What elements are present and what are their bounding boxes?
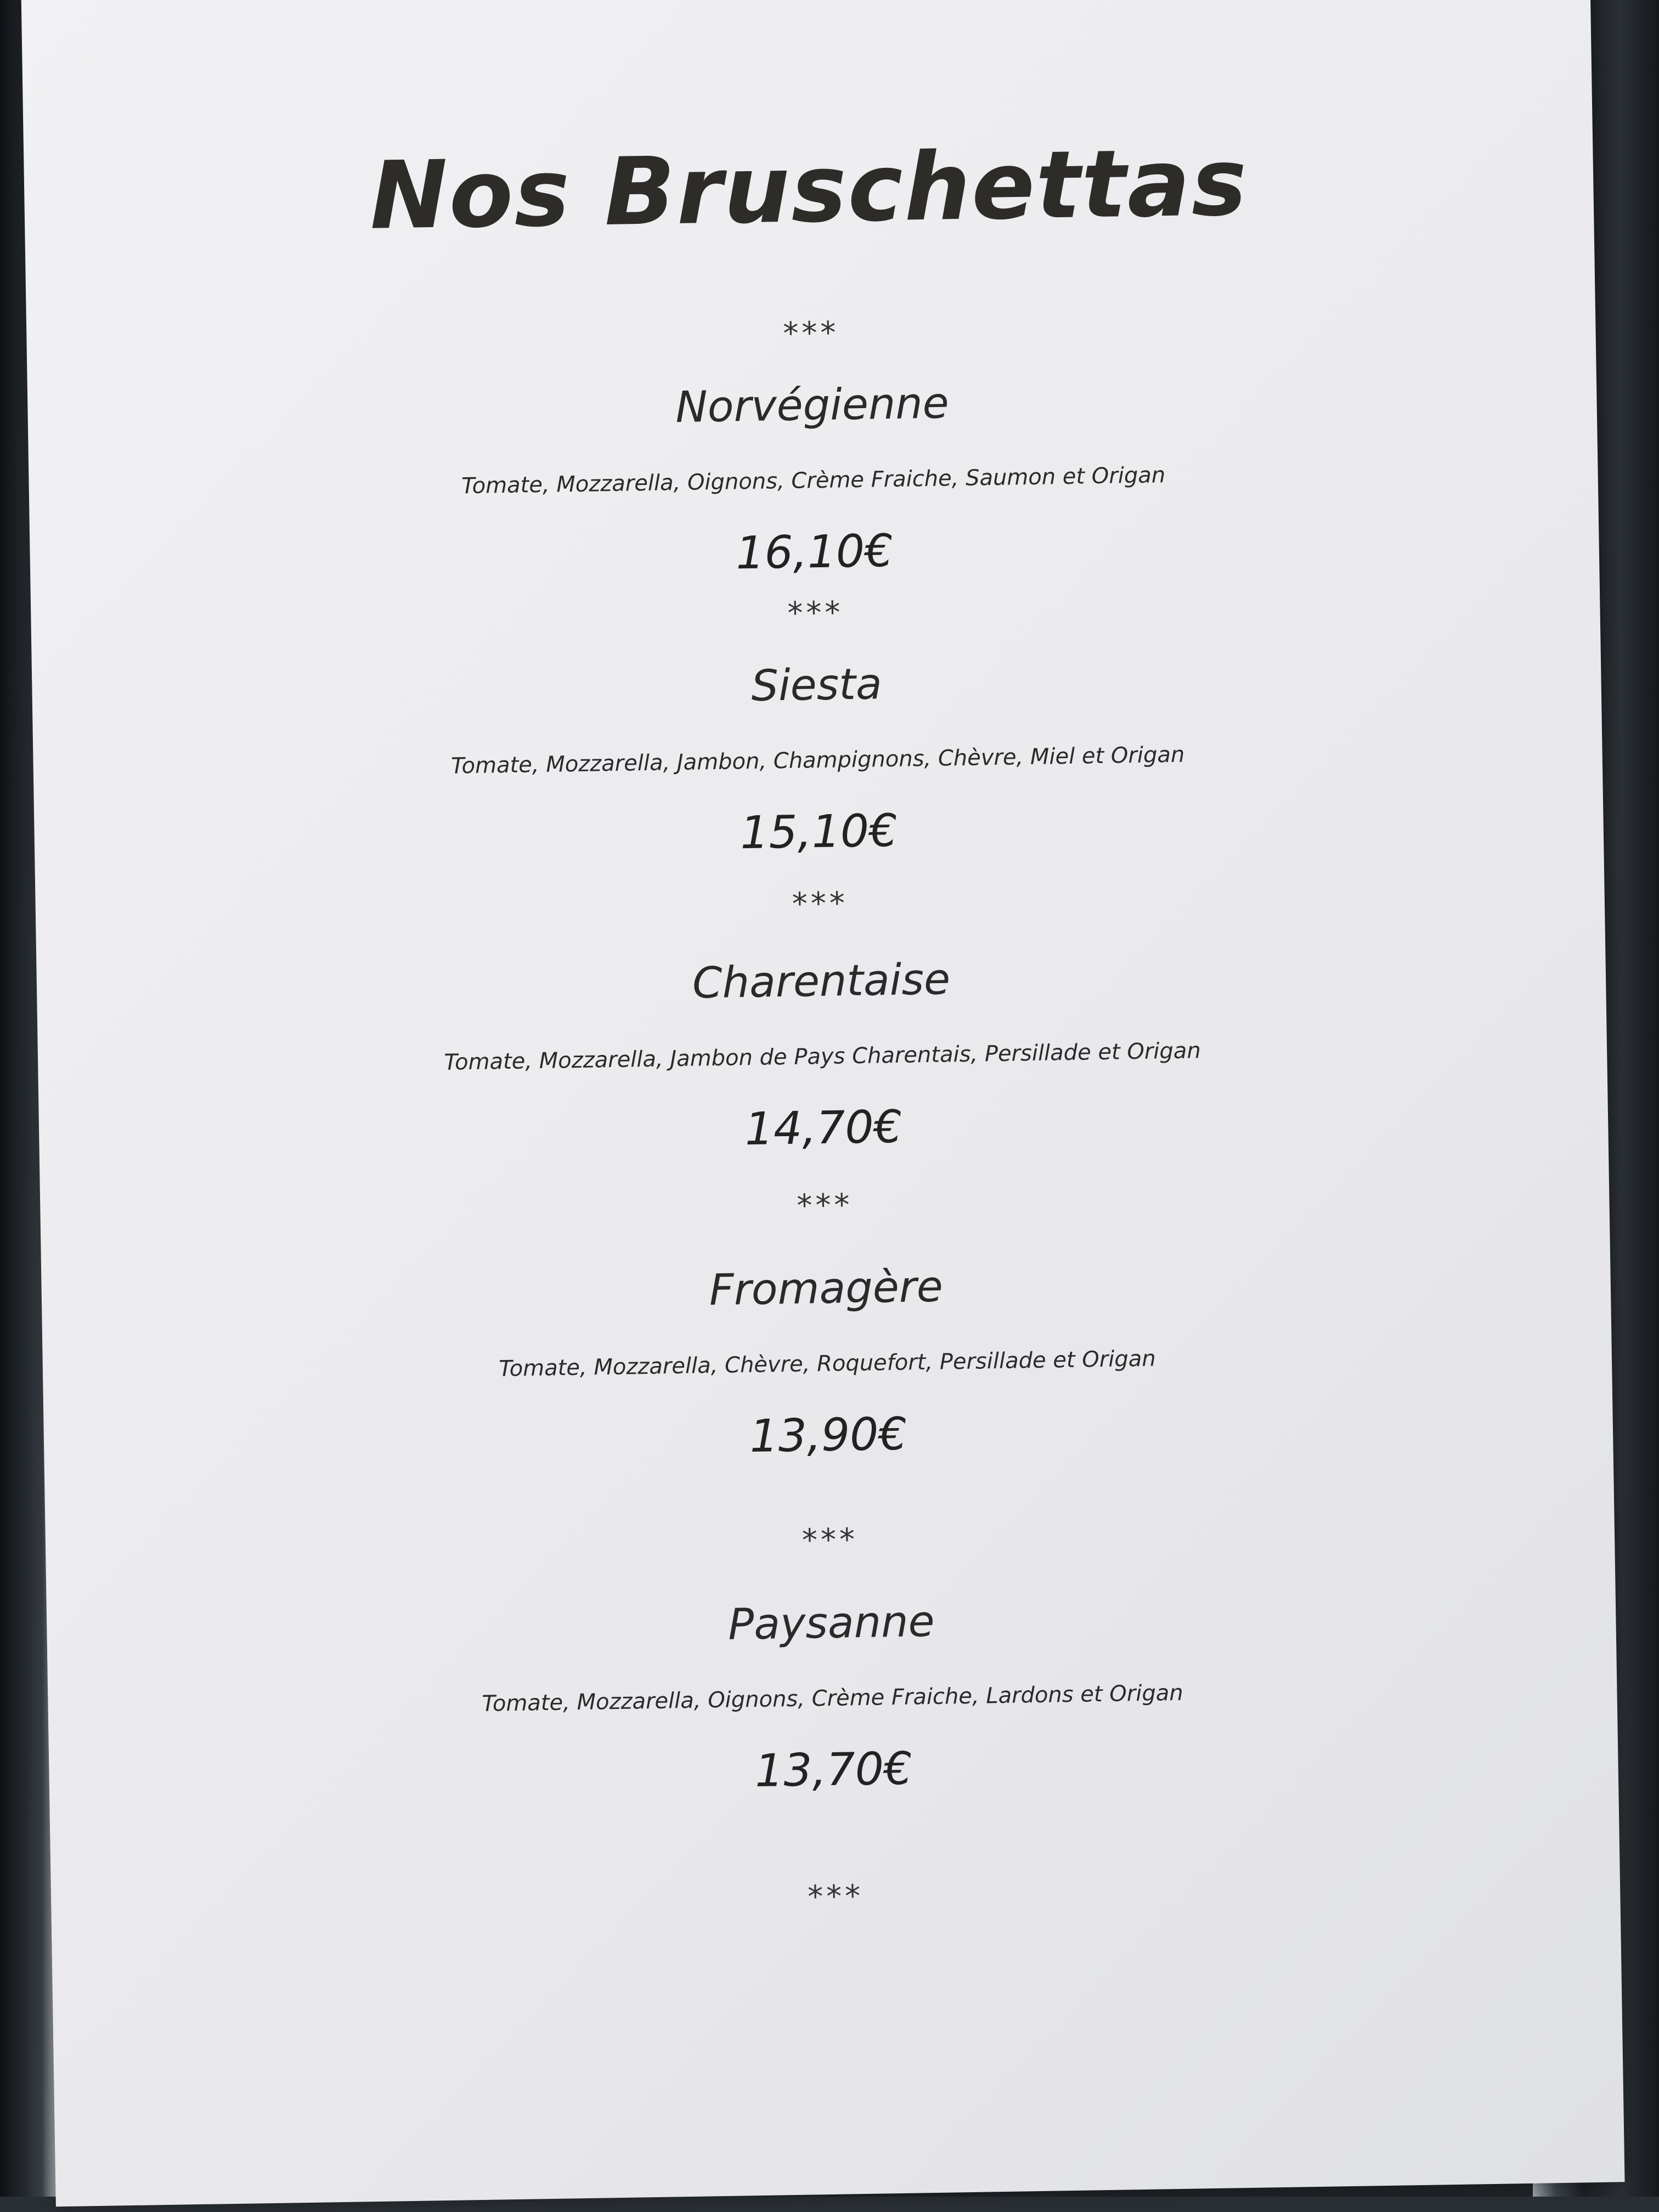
- menu-item-siesta: [32, 652, 1604, 867]
- menu-item-paysanne: [47, 1589, 1618, 1805]
- menu-title: Nos Bruschettas: [369, 128, 1249, 251]
- item-name: Charentaise: [692, 955, 951, 1008]
- item-name: Siesta: [751, 659, 883, 711]
- item-price: 13,70€: [754, 1742, 913, 1798]
- separator: ***: [792, 885, 849, 922]
- item-price: 13,90€: [749, 1408, 908, 1463]
- menu-item-norvegienne: [27, 372, 1599, 588]
- item-description: Tomate, Mozzarella, Oignons, Crème Fraiche, Saumon et Origan: [461, 462, 1166, 499]
- menu-item-charentaise: [37, 948, 1609, 1164]
- menu-sheet: [21, 0, 1624, 2207]
- separator: ***: [802, 1522, 859, 1559]
- item-description: Tomate, Mozzarella, Jambon, Champignons, Chèvre, Miel et Origan: [450, 742, 1185, 779]
- item-price: 16,10€: [735, 524, 894, 580]
- menu-item-fromagere: [41, 1255, 1613, 1470]
- item-price: 14,70€: [744, 1101, 903, 1156]
- item-name: Norvégienne: [675, 379, 950, 433]
- separator: ***: [787, 595, 844, 631]
- item-description: Tomate, Mozzarella, Jambon de Pays Charentais, Persillade et Origan: [444, 1038, 1201, 1075]
- item-description: Tomate, Mozzarella, Oignons, Crème Fraiche, Lardons et Origan: [482, 1680, 1183, 1717]
- item-description: Tomate, Mozzarella, Chèvre, Roquefort, Persillade et Origan: [498, 1346, 1156, 1382]
- item-name: Paysanne: [727, 1596, 935, 1650]
- item-name: Fromagère: [709, 1262, 944, 1316]
- separator: ***: [807, 1878, 864, 1915]
- separator: ***: [796, 1187, 853, 1224]
- item-price: 15,10€: [740, 804, 898, 860]
- separator: ***: [782, 315, 839, 352]
